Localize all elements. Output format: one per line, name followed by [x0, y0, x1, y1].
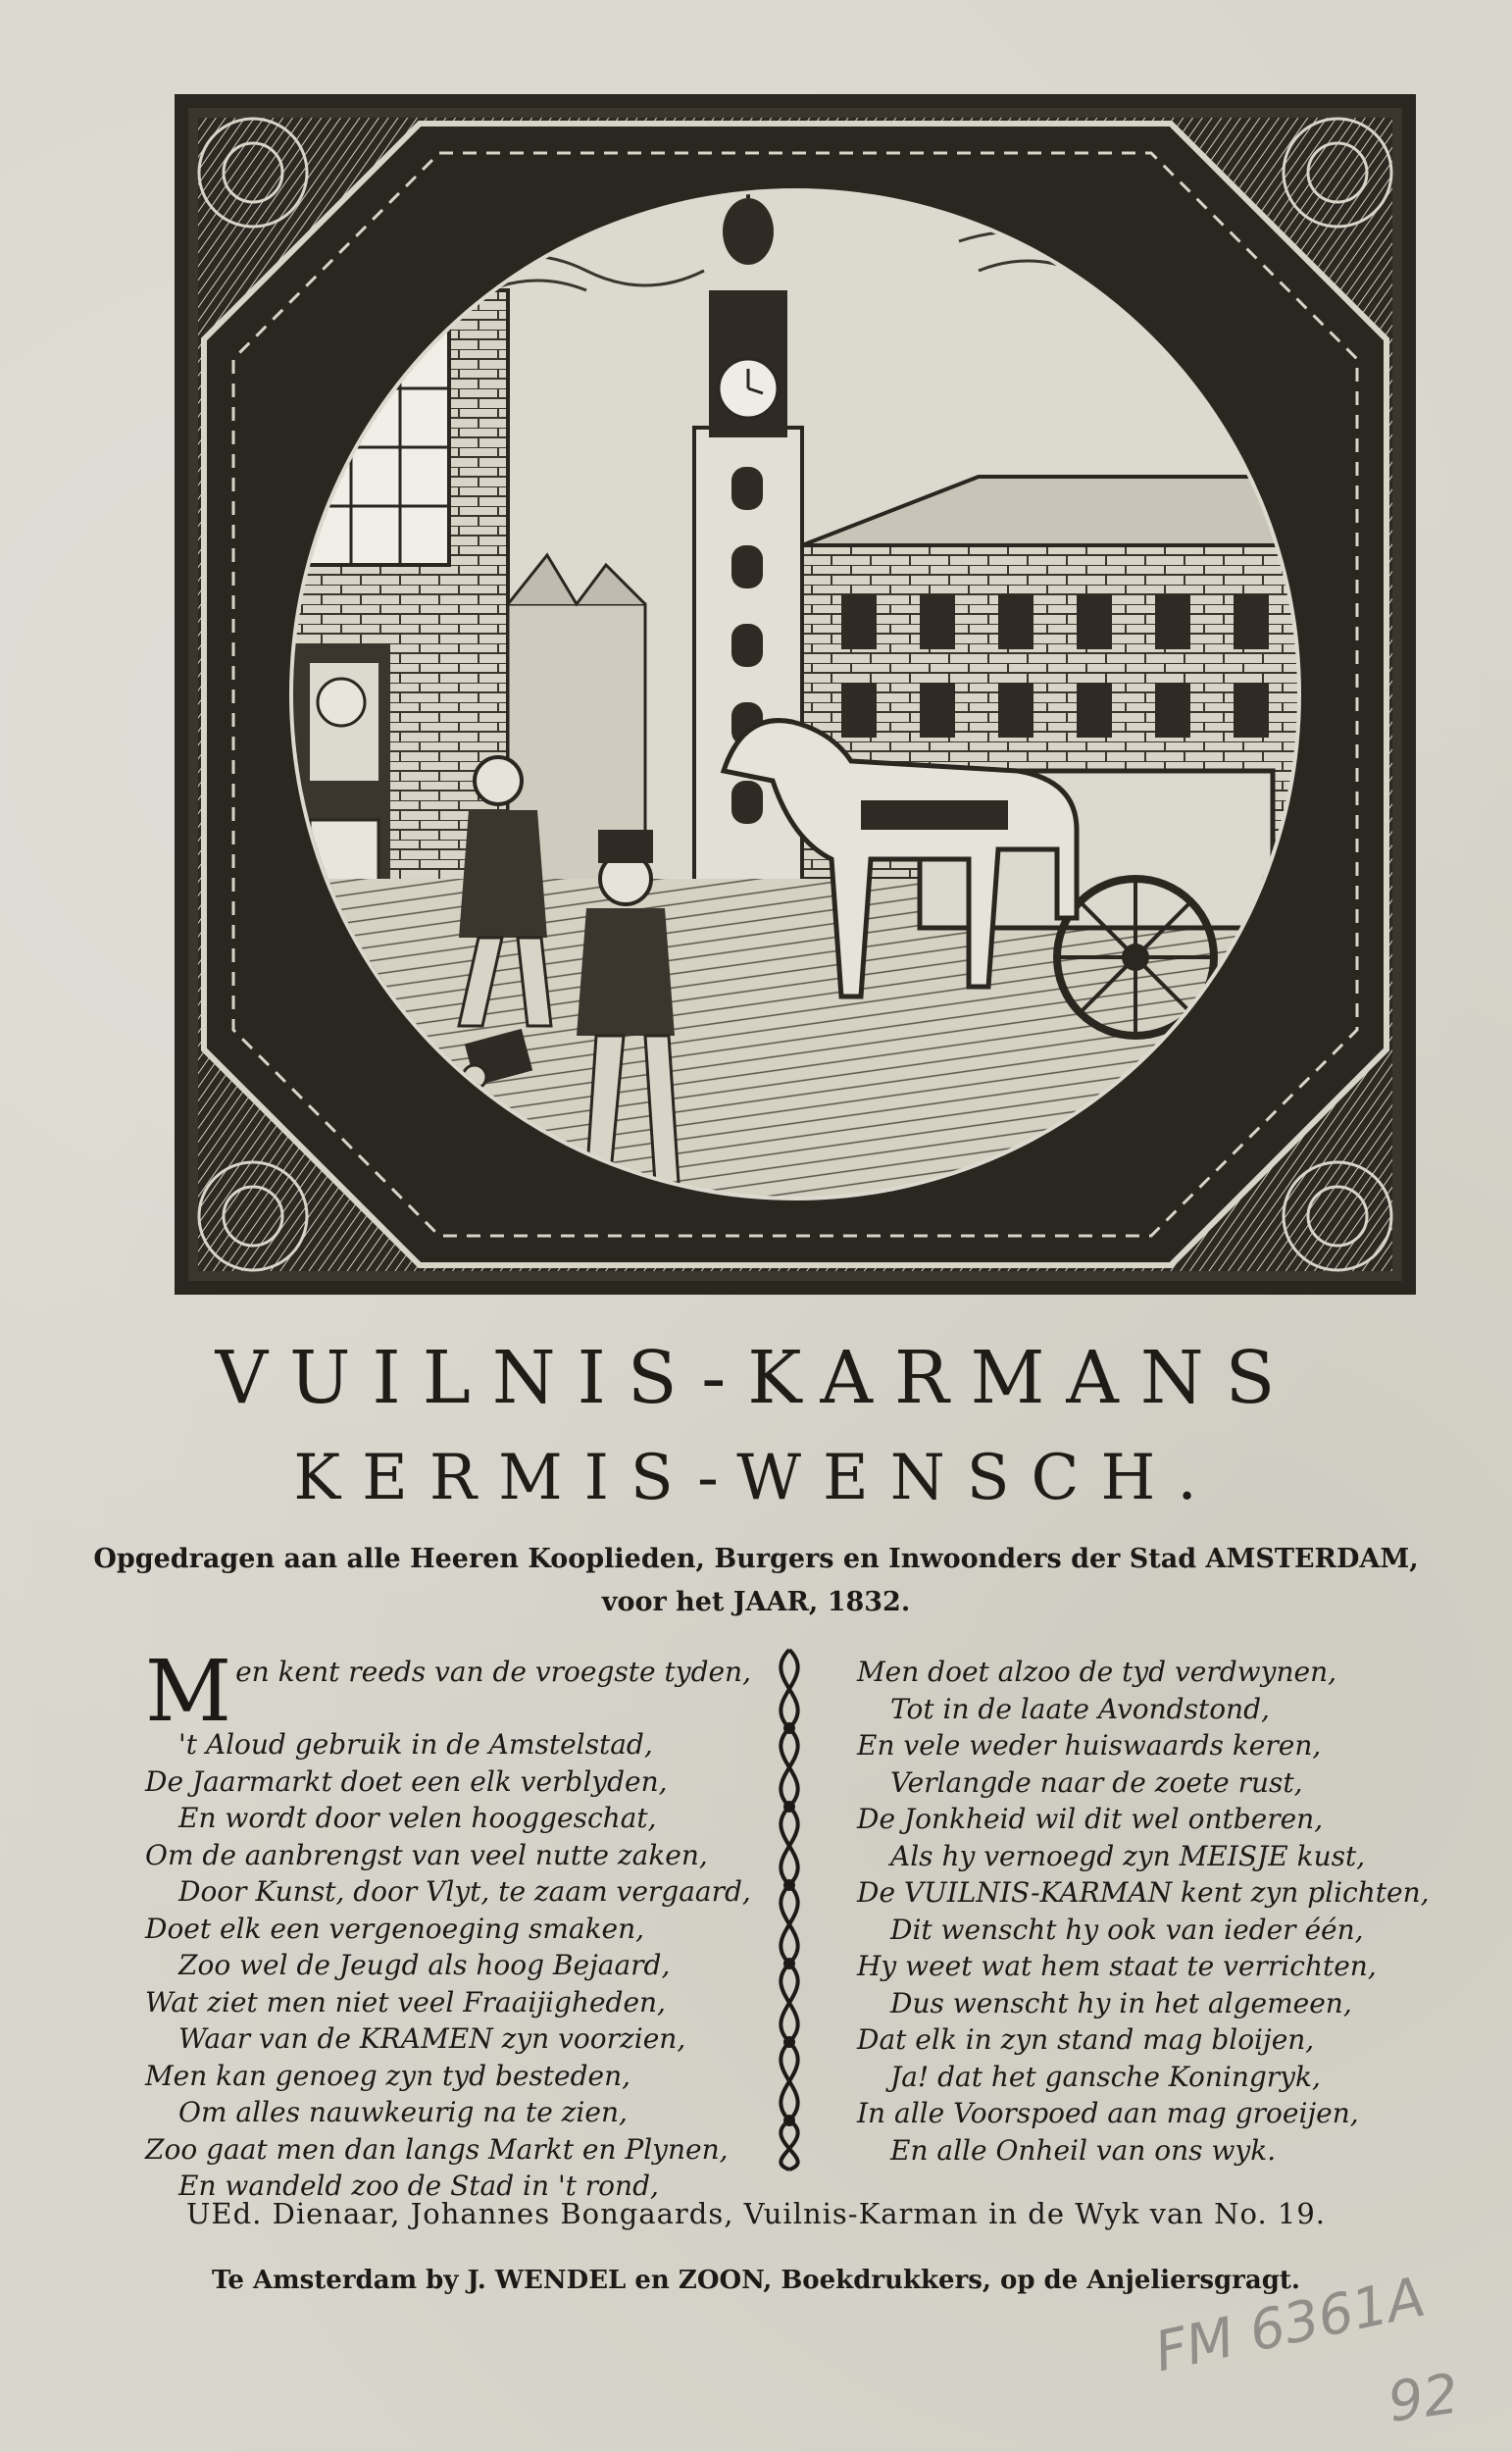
poem-line: De VUILNIS-KARMAN kent zyn plichten,	[857, 1876, 1430, 1909]
poem-line: In alle Voorspoed aan mag groeijen,	[857, 2097, 1359, 2129]
poem-right-column	[857, 1654, 1430, 2169]
poem-left-column	[145, 1643, 751, 2205]
poem-line: Wat ziet men niet veel Fraaijigheden,	[145, 1985, 666, 2018]
signature-line: UEd. Dienaar, Johannes Bongaards, Vuilnis-Karman in de Wyk van No. 19.	[185, 2197, 1327, 2230]
poem-line: Men kan genoeg zyn tyd besteden,	[145, 2059, 631, 2092]
title-line-1: VUILNIS-KARMANS	[215, 1336, 1297, 1420]
poem-line: Door Kunst, door Vlyt, te zaam vergaard,	[178, 1875, 751, 1908]
pencil-shelfmark	[1149, 2265, 1487, 2440]
poem-line: Waar van de KRAMEN zyn voorzien,	[178, 2022, 686, 2055]
poem-line: En wordt door velen hooggeschat,	[178, 1802, 657, 1834]
poem-line: Hy weet wat hem staat te verrichten,	[857, 1950, 1377, 1982]
dropcap: M	[145, 1643, 232, 1741]
poem-line: Ja! dat het gansche Koningryk,	[890, 2060, 1321, 2093]
poem-line: Verlangde naar de zoete rust,	[890, 1765, 1303, 1799]
poem-line: De Jonkheid wil dit wel ontberen,	[857, 1803, 1324, 1835]
poem-line: Dat elk in zyn stand mag bloijen,	[857, 2023, 1315, 2056]
printer-imprint: Te Amsterdam by J. WENDEL en ZOON, Boekdrukkers, op de Anjeliersgragt.	[212, 2266, 1300, 2295]
poem-line: Om de aanbrengst van veel nutte zaken,	[145, 1838, 708, 1871]
poem-line: En vele weder huiswaards keren,	[857, 1729, 1322, 1762]
poem-line: Zoo wel de Jeugd als hoog Bejaard,	[178, 1949, 671, 1981]
dedication-line-2: voor het JAAR, 1832.	[601, 1587, 911, 1617]
poem-line: De Jaarmarkt doet een elk verblyden,	[145, 1764, 668, 1798]
poem-line: Dus wenscht hy in het algemeen,	[890, 1986, 1352, 2019]
vertical-ornament	[755, 1640, 824, 2177]
shelfmark-line-1: FM 6361A	[1149, 2265, 1431, 2385]
poem-line: 't Aloud gebruik in de Amstelstad,	[178, 1728, 653, 1761]
title-line-2: KERMIS-WENSCH.	[293, 1442, 1219, 1514]
poem-line: En wandeld zoo de Stad in 't rond,	[178, 2170, 659, 2202]
poem-line: Men doet alzoo de tyd verdwynen,	[857, 1656, 1337, 1688]
poem-line: En alle Onheil van ons wyk.	[890, 2133, 1277, 2167]
poem-line: Doet elk een vergenoeging smaken,	[145, 1912, 645, 1945]
woodcut-illustration	[175, 94, 1416, 1295]
shelfmark-line-2: 92	[1384, 2362, 1463, 2435]
poem-line: Dit wenscht hy ook van ieder één,	[890, 1913, 1364, 1946]
poem-line: Zoo gaat men dan langs Markt en Plynen,	[145, 2132, 729, 2166]
poem-line: Tot in de laate Avondstond,	[890, 1692, 1270, 1725]
dedication-line-1: Opgedragen aan alle Heeren Kooplieden, Burgers en Inwoonders der Stad AMSTERDAM,	[93, 1544, 1419, 1574]
poem-line: Als hy vernoegd zyn MEISJE kust,	[890, 1839, 1366, 1872]
poem-line: Om alles nauwkeurig na te zien,	[178, 2096, 628, 2128]
poem-line: Men kent reeds van de vroegste tyden,	[145, 1643, 751, 1741]
